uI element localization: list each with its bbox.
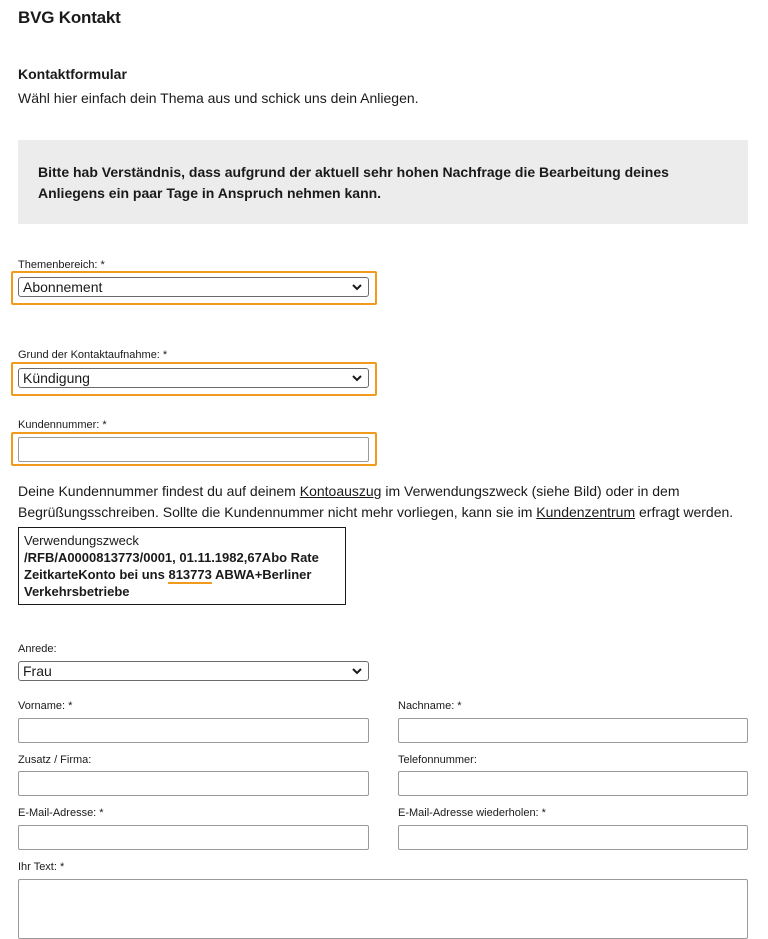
zusatz-label: Zusatz / Firma: [18, 754, 92, 766]
vorname-label: Vorname: * [18, 700, 73, 712]
example-line-3: Verkehrsbetriebe [24, 584, 130, 599]
telefon-input[interactable] [398, 771, 748, 796]
kontoauszug-link[interactable]: Kontoauszug [299, 483, 382, 499]
verwendungszweck-example [18, 527, 346, 605]
help-text-1: Deine Kundennummer findest du auf deinem [18, 483, 300, 499]
text-label: Ihr Text: * [18, 861, 65, 873]
kundenzentrum-link[interactable]: Kundenzentrum [536, 504, 636, 520]
form-heading: Kontaktformular [18, 66, 127, 82]
notice-line-2: Anliegens ein paar Tage in Anspruch nehmen kann. [38, 185, 382, 201]
notice-box [18, 140, 748, 224]
email-repeat-input[interactable] [398, 825, 748, 850]
help-text-4: erfragt werden. [635, 504, 734, 520]
page-title: BVG Kontakt [18, 8, 121, 27]
grund-value: Kündigung [23, 370, 90, 386]
email-input[interactable] [18, 825, 369, 850]
anrede-label: Anrede: [18, 643, 57, 655]
example-kundennummer: 813773 [168, 567, 212, 582]
intro-text: Wähl hier einfach dein Thema aus und schick uns dein Anliegen. [18, 90, 419, 106]
chevron-down-icon [350, 279, 364, 295]
themenbereich-label: Themenbereich: * [18, 259, 105, 271]
example-line-2: ZeitkarteKonto bei uns 813773 ABWA+Berliner [24, 567, 312, 582]
kundennummer-help [18, 481, 758, 523]
anrede-value: Frau [23, 663, 52, 679]
example-line-1: /RFB/A0000813773/0001, 01.11.1982,67Abo Rate [24, 550, 319, 565]
notice-line-1: Bitte hab Verständnis, dass aufgrund der aktuell sehr hohen Nachfrage die Bearbeitung deines [38, 164, 669, 180]
chevron-down-icon [350, 663, 364, 679]
kundennummer-input[interactable] [18, 437, 369, 462]
zusatz-input[interactable] [18, 771, 369, 796]
nachname-input[interactable] [398, 718, 748, 743]
email-repeat-label: E-Mail-Adresse wiederholen: * [398, 807, 546, 819]
grund-select[interactable] [18, 368, 369, 388]
themenbereich-value: Abonnement [23, 279, 103, 295]
help-text-3: Begrüßungsschreiben. Sollte die Kundennummer nicht mehr vorliegen, kann sie im [18, 504, 537, 520]
grund-label: Grund der Kontaktaufnahme: * [18, 349, 168, 361]
anrede-select[interactable] [18, 661, 369, 681]
vorname-input[interactable] [18, 718, 369, 743]
themenbereich-select[interactable] [18, 277, 369, 297]
help-text-2: im Verwendungszweck (siehe Bild) oder in dem [381, 483, 680, 499]
nachname-label: Nachname: * [398, 700, 462, 712]
email-label: E-Mail-Adresse: * [18, 807, 104, 819]
chevron-down-icon [350, 370, 364, 386]
example-heading: Verwendungszweck [24, 533, 139, 548]
message-textarea[interactable] [18, 879, 748, 939]
kundennummer-label: Kundennummer: * [18, 419, 107, 431]
telefon-label: Telefonnummer: [398, 754, 477, 766]
